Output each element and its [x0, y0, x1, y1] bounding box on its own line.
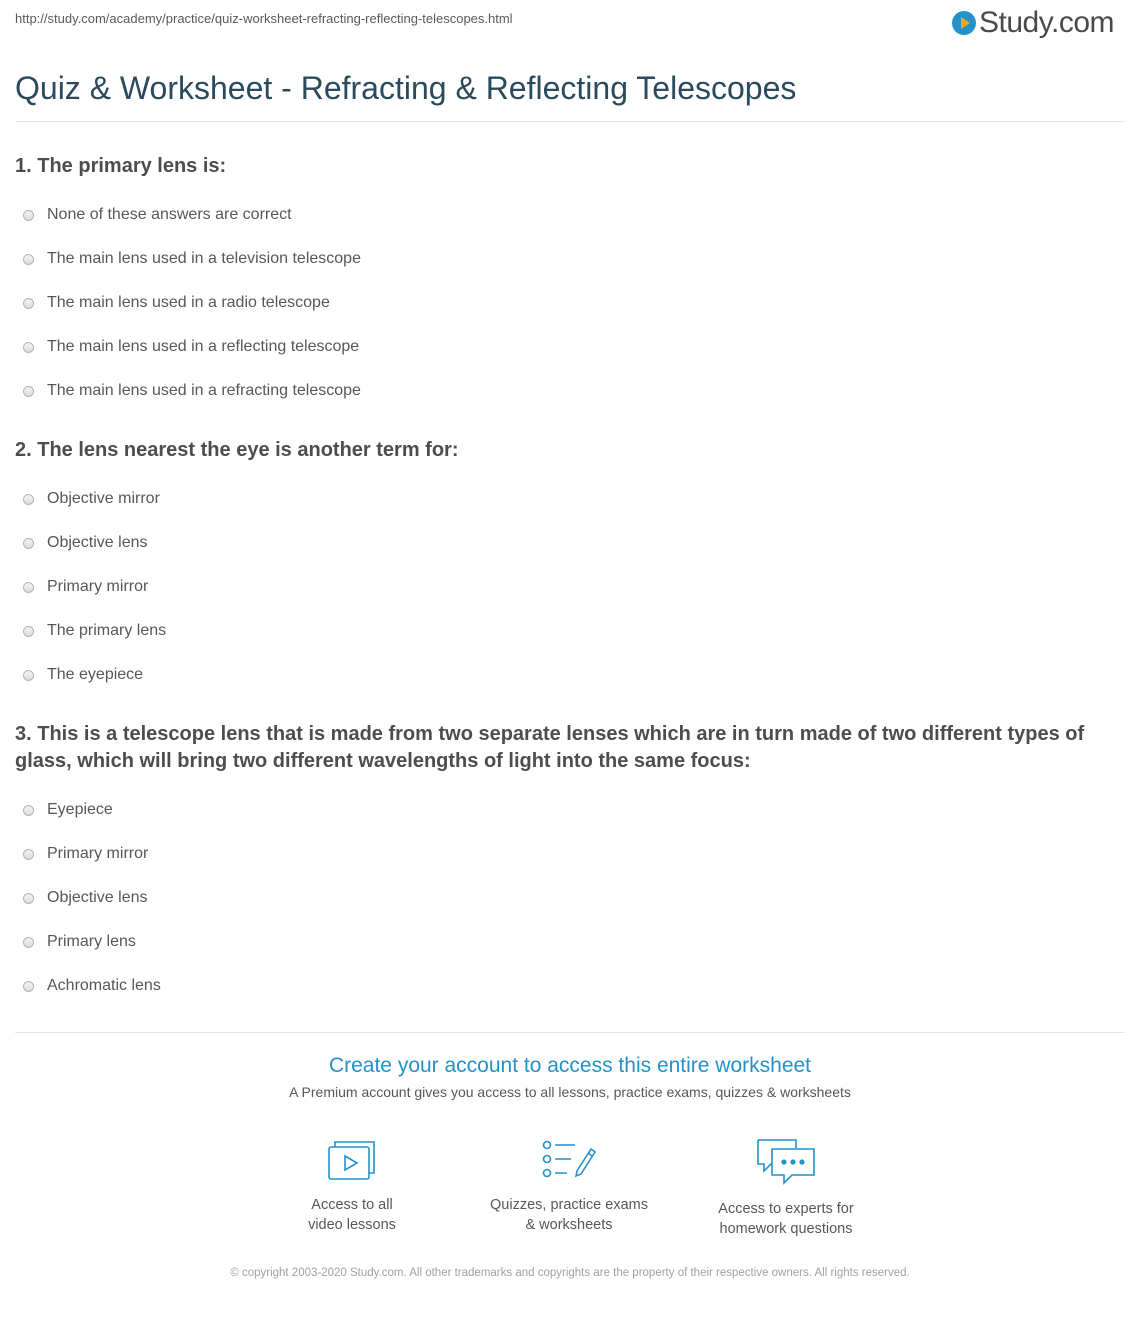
- radio-button[interactable]: [23, 538, 34, 549]
- radio-button[interactable]: [23, 805, 34, 816]
- feature-quizzes: [459, 1137, 679, 1235]
- page-title: Quiz & Worksheet - Refracting & Reflecting Telescopes: [15, 70, 797, 106]
- answer-label: Objective mirror: [47, 490, 160, 507]
- radio-button[interactable]: [23, 670, 34, 681]
- answer-option[interactable]: [15, 193, 1127, 237]
- answer-label: Objective lens: [47, 534, 148, 551]
- answer-option[interactable]: [15, 920, 1127, 964]
- answer-option[interactable]: [15, 237, 1127, 281]
- question-text: 1. The primary lens is:: [15, 155, 227, 177]
- answer-option[interactable]: [15, 876, 1127, 920]
- video-lesson-icon: [326, 1137, 378, 1183]
- feature-label: Access to experts for homework questions: [718, 1201, 854, 1237]
- radio-button[interactable]: [23, 893, 34, 904]
- page-url: http://study.com/academy/practice/quiz-worksheet-refracting-reflecting-telescopes.html: [15, 11, 513, 26]
- question-1: [15, 153, 1127, 413]
- answer-label: Objective lens: [47, 889, 148, 906]
- radio-button[interactable]: [23, 298, 34, 309]
- answer-label: Primary mirror: [47, 845, 149, 862]
- answer-option[interactable]: [15, 281, 1127, 325]
- radio-button[interactable]: [23, 494, 34, 505]
- title-divider: [15, 121, 1125, 122]
- answer-option[interactable]: [15, 964, 1127, 1008]
- copyright-notice: © copyright 2003-2020 Study.com. All other trademarks and copyrights are the property of their respective owners. All rights reserved.: [230, 1267, 910, 1279]
- radio-button[interactable]: [23, 386, 34, 397]
- radio-button[interactable]: [23, 626, 34, 637]
- feature-experts: [676, 1137, 896, 1239]
- answer-option[interactable]: [15, 832, 1127, 876]
- answer-options: [15, 788, 1127, 1008]
- create-account-link[interactable]: Create your account to access this entire worksheet: [328, 1054, 812, 1077]
- answer-label: Achromatic lens: [47, 977, 161, 994]
- cta-divider: [15, 1032, 1125, 1033]
- answer-label: None of these answers are correct: [47, 206, 292, 223]
- answer-options: [15, 477, 1127, 697]
- radio-button[interactable]: [23, 210, 34, 221]
- answer-option[interactable]: [15, 653, 1127, 697]
- radio-button[interactable]: [23, 981, 34, 992]
- answer-option[interactable]: [15, 477, 1127, 521]
- answer-option[interactable]: [15, 788, 1127, 832]
- answer-label: The main lens used in a reflecting telescope: [47, 338, 360, 355]
- answer-option[interactable]: [15, 521, 1127, 565]
- radio-button[interactable]: [23, 849, 34, 860]
- answer-label: The eyepiece: [47, 666, 144, 683]
- answer-option[interactable]: [15, 369, 1127, 413]
- logo-text: Study.com: [979, 6, 1114, 39]
- cta-subtitle: A Premium account gives you access to all lessons, practice exams, quizzes & worksheets: [289, 1084, 851, 1100]
- answer-label: Primary mirror: [47, 578, 149, 595]
- feature-label: Access to all video lessons: [308, 1197, 396, 1233]
- answer-options: [15, 193, 1127, 413]
- feature-video-lessons: [242, 1137, 462, 1235]
- answer-label: The main lens used in a refracting telescope: [47, 382, 361, 399]
- quiz-list-icon: [541, 1137, 597, 1183]
- radio-button[interactable]: [23, 342, 34, 353]
- answer-option[interactable]: [15, 609, 1127, 653]
- answer-label: Eyepiece: [47, 801, 113, 818]
- signup-cta: [0, 1054, 1140, 1100]
- radio-button[interactable]: [23, 582, 34, 593]
- answer-option[interactable]: [15, 325, 1127, 369]
- play-logo-icon: [952, 11, 976, 35]
- answer-option[interactable]: [15, 565, 1127, 609]
- question-text: 2. The lens nearest the eye is another term for:: [15, 439, 459, 461]
- answer-label: The main lens used in a television telescope: [47, 250, 361, 267]
- chat-bubbles-icon: [754, 1137, 818, 1187]
- study-logo[interactable]: [952, 6, 1114, 40]
- question-2: [15, 437, 1127, 697]
- answer-label: The primary lens: [47, 622, 167, 639]
- answer-label: Primary lens: [47, 933, 136, 950]
- answer-label: The main lens used in a radio telescope: [47, 294, 330, 311]
- question-3: [15, 721, 1127, 1008]
- feature-label: Quizzes, practice exams & worksheets: [490, 1197, 648, 1233]
- radio-button[interactable]: [23, 254, 34, 265]
- question-text: 3. This is a telescope lens that is made from two separate lenses which are in turn made of two different types of glass, which will bring two different wavelengths of light into the same focus:: [15, 723, 1085, 772]
- radio-button[interactable]: [23, 937, 34, 948]
